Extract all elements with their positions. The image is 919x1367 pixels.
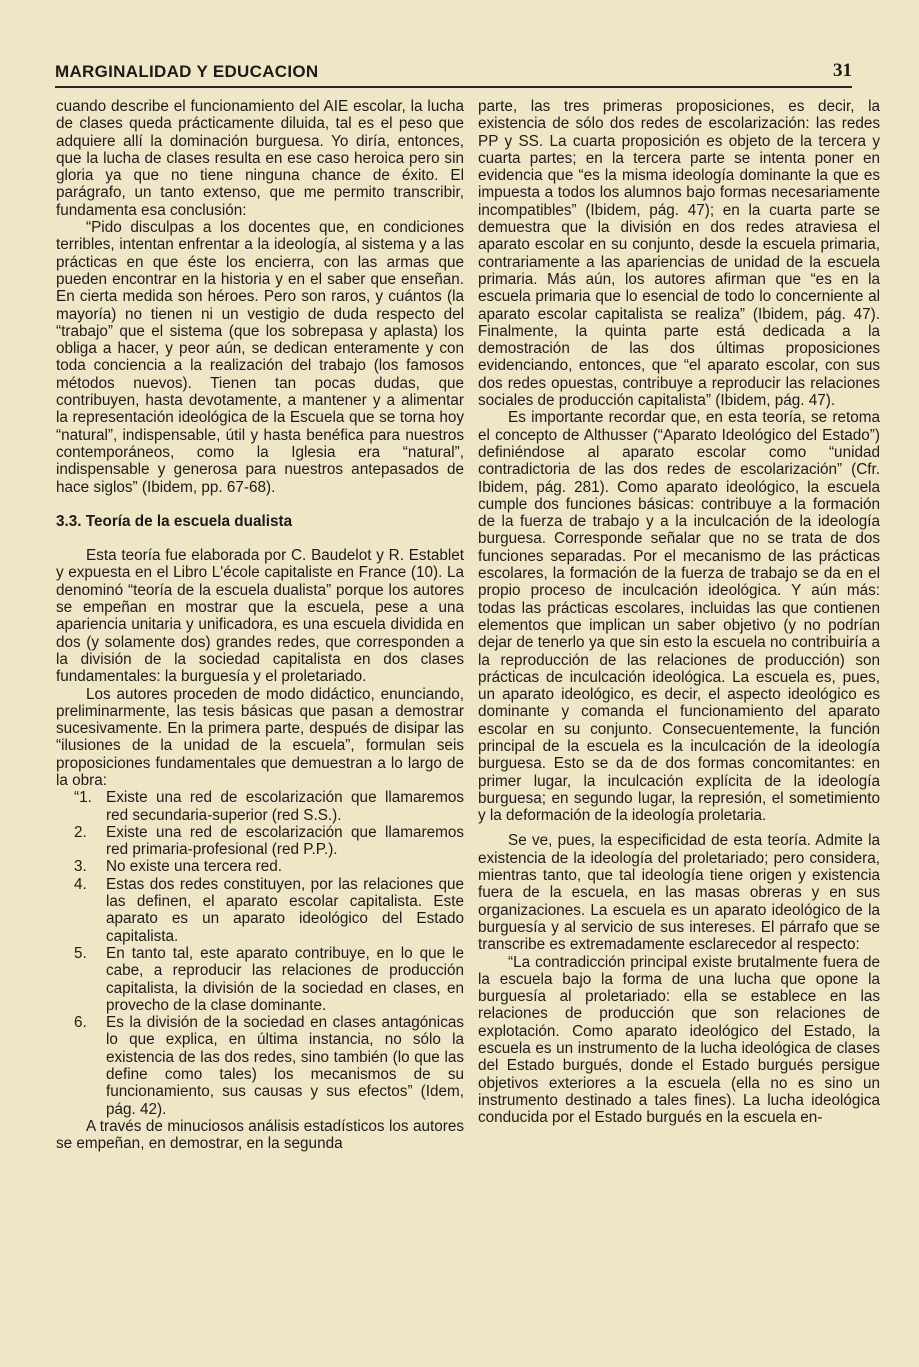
list-number: 3.	[74, 858, 87, 876]
paragraph: Es importante recordar que, en esta teoría, se retoma el concepto de Althusser (“Aparato Ideológico del Estado”) definiéndose al aparato escolar como “unidad contradictoria de las dos redes de escolarización” (Cfr. Ibidem, pág. 281). Como aparato ideológico, la escuela cumple dos funciones básicas: contribuye a la formación de la fuerza de trabajo y a la inculcación de la ideología burguesa. Corresponde señalar que no se trata de dos funciones separadas. Por el mecanismo de las prácticas escolares, la formación de la fuerza de trabajo se da en el propio proceso de inculcación ideológica. Y aún más: todas las prácticas escolares, incluidas las que contienen elementos que implican un saber objetivo (y no podrían dejar de tenerlo ya que sin esto la escuela no contribuiría a la reproducción de las relaciones de producción) son prácticas de inculcación ideológica. La escuela es, pues, un aparato ideológico, es decir, el aspecto ideológico es dominante y comanda el funcionamiento del aparato escolar en su conjunto. Consecuentemente, la función principal de la escuela es la inculcación de la ideología burguesa. Esto se da de dos formas concomitantes: en primer lugar, la inculcación explícita de la ideología burguesa; en segundo lugar, la represión, el sometimiento y la deformación de la ideología proletaria.	[478, 409, 880, 825]
list-number: “1.	[74, 789, 92, 807]
block-quote: “La contradicción principal existe brutalmente fuera de la escuela bajo la forma de una lucha que opone la burguesía al proletariado: ella se establece en las relaciones de producción que son relaciones de explotación. Como aparato ideológico del Estado, la escuela es un instrumento de la lucha ideológica de clases del Estado burgués, donde el Estado burgués persigue objetivos exteriores a la escuela (ella no es sino un instrumento destinado a tales fines). La lucha ideológica conducida por el Estado burgués en la escuela en-	[478, 953, 880, 1127]
list-text: Existe una red de escolarización que llamaremos red primaria-profesional (red P.P.).	[106, 823, 464, 859]
list-number: 4.	[74, 875, 87, 893]
running-title: MARGINALIDAD Y EDUCACION	[55, 62, 319, 81]
list-item	[56, 824, 464, 859]
list-text: Estas dos redes constituyen, por las relaciones que las definen, el aparato escolar capitalista. Este aparato es un aparato ideológico del Estado capitalista.	[106, 875, 464, 945]
page-number: 31	[833, 60, 852, 81]
section-heading: 3.3. Teoría de la escuela dualista	[56, 512, 293, 530]
list-text: Es la división de la sociedad en clases antagónicas lo que explica, en última instancia, no sólo la existencia de las dos redes, sino también (lo que las define como tales) los mecanismos de su funcionamiento, sus causas y sus efectos” (Idem, pág. 42).	[106, 1014, 464, 1118]
paragraph: parte, las tres primeras proposiciones, es decir, la existencia de sólo dos redes de escolarización: las redes PP y SS. La cuarta proposición es objeto de la tercera y cuarta partes; en la tercera parte se intenta poner en evidencia que “es la misma ideología dominante la que es impuesta a todos los alumnos bajo formas necesariamente incompatibles” (Ibidem, pág. 47); en la cuarta parte se demuestra que la división en dos redes atraviesa el aparato escolar en su conjunto, desde la escuela primaria, contrariamente a las apariencias de unidad de la escuela primaria. Más aún, los autores afirman que “es en la escuela primaria que lo esencial de todo lo concerniente al aparato escolar capitalista se realiza” (Ibidem, pág. 47). Finalmente, la quinta parte está dedicada a la demostración de las dos últimas proposiciones evidenciando, entonces, que “el aparato escolar, con sus dos redes opuestas, contribuye a reproducir las relaciones sociales de producción capitalista” (Ibidem, pág. 47).	[478, 98, 880, 410]
propositions-list	[56, 789, 464, 1118]
list-item	[56, 945, 464, 1014]
list-number: 2.	[74, 823, 87, 841]
left-column	[56, 98, 464, 1153]
list-item	[56, 1014, 464, 1118]
list-item	[56, 789, 464, 824]
running-header	[55, 62, 852, 88]
list-item	[56, 858, 464, 875]
paragraph: Se ve, pues, la especificidad de esta teoría. Admite la existencia de la ideología del proletariado; pero considera, mientras tanto, que tal ideología tiene origen y existencia fuera de la escuela, en las masas obreras y en sus organizaciones. La escuela es un aparato ideológico de la burguesía y al servicio de sus intereses. El párrafo que se transcribe es extremadamente esclarecedor al respecto:	[478, 832, 880, 954]
paragraph: A través de minuciosos análisis estadísticos los autores se empeñan, en demostrar, en la segunda	[56, 1117, 464, 1153]
list-number: 6.	[74, 1014, 87, 1032]
list-text: En tanto tal, este aparato contribuye, en lo que le cabe, a reproducir las relaciones de producción capitalista, la división de la sociedad en clases, en provecho de la clase dominante.	[106, 944, 464, 1014]
list-text: No existe una tercera red.	[106, 858, 283, 876]
right-column	[478, 98, 880, 1127]
list-number: 5.	[74, 944, 87, 962]
list-text: Existe una red de escolarización que llamaremos red secundaria-superior (red S.S.).	[106, 789, 464, 824]
list-item	[56, 876, 464, 945]
paragraph: Los autores proceden de modo didáctico, enunciando, preliminarmente, las tesis básicas que pasan a demostrar sucesivamente. En la primera parte, después de disipar las “ilusiones de la unidad de la escuela”, formulan seis proposiciones fundamentales que demuestran a lo largo de la obra:	[56, 685, 464, 789]
paragraph: Esta teoría fue elaborada por C. Baudelot y R. Establet y expuesta en el Libro L'école capitaliste en France (10). La denominó “teoría de la escuela dualista” porque los autores se empeñan en mostrar que la escuela, pese a una apariencia unitaria y unificadora, es una escuela dividida en dos (y solamente dos) grandes redes, que corresponden a la división de la sociedad capitalista en dos clases fundamentales: la burguesía y el proletariado.	[56, 547, 464, 686]
block-quote: “Pido disculpas a los docentes que, en condiciones terribles, intentan enfrentar a la ideología, al sistema y a las prácticas en que éste los encierra, con las armas que pueden encontrar en la historia y en el saber que enseñan. En cierta medida son héroes. Pero son raros, y cuántos (la mayoría) no tienen ni un vestigio de duda respecto del “trabajo” que el sistema (que los sobrepasa y aplasta) los obliga a hacer, y peor aún, se dedican enteramente y con toda conciencia a la realización del trabajo (los famosos métodos nuevos). Tienen tan pocas dudas, que contribuyen, hasta devotamente, a mantener y a alimentar la representación ideológica de la Escuela que se torna hoy “natural”, indispensable, útil y hasta benéfica para nuestros contemporáneos, como la Iglesia era “natural”, indispensable y generosa para nuestros antepasados de hace siglos” (Ibidem, pp. 67-68).	[56, 219, 464, 496]
paragraph: cuando describe el funcionamiento del AIE escolar, la lucha de clases queda prácticamente diluida, tal es el peso que adquiere allí la dominación burguesa. Yo diría, entonces, que la lucha de clases resulta en ese caso heroica pero sin gloria ya que no tiene ninguna chance de éxito. El parágrafo, un tanto extenso, que me permito transcribir, fundamenta esa conclusión:	[56, 98, 464, 219]
